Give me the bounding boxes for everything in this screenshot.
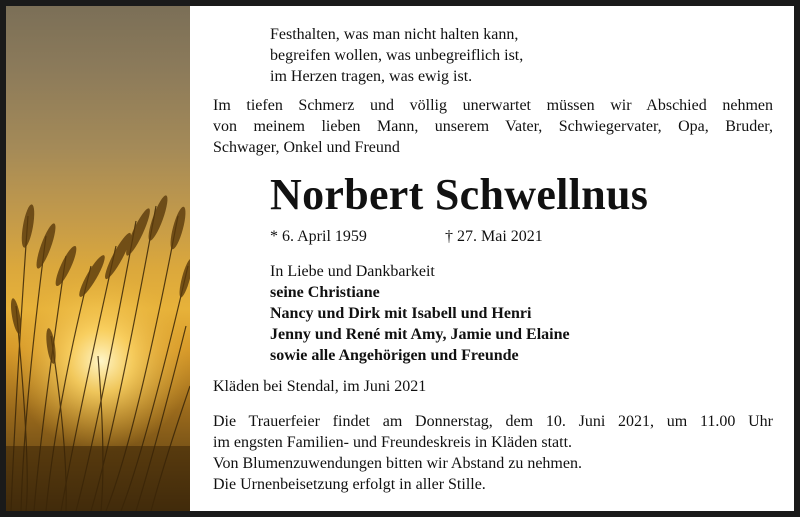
sunset-reeds-image <box>6 6 190 511</box>
mourner-line: Jenny und René mit Amy, Jamie und Elaine <box>270 326 570 343</box>
birth-date: * 6. April 1959 <box>270 228 367 245</box>
funeral-line: Von Blumenzuwendungen bitten wir Abstand zu nehmen. <box>213 455 582 472</box>
mourner-line: sowie alle Angehörigen und Freunde <box>270 347 519 364</box>
life-dates <box>270 228 543 246</box>
funeral-line: im engsten Familien- und Freundeskreis in Kläden statt. <box>213 434 573 451</box>
funeral-line: Die Urnenbeisetzung erfolgt in aller Stille. <box>213 476 486 493</box>
announcement-text <box>213 95 773 158</box>
verse-line: im Herzen tragen, was ewig ist. <box>270 68 473 85</box>
mourner-line: Nancy und Dirk mit Isabell und Henri <box>270 305 532 322</box>
reeds-illustration <box>6 6 190 511</box>
verse-line: Festhalten, was man nicht halten kann, <box>270 26 519 43</box>
mourner-line: seine Christiane <box>270 284 380 301</box>
announcement-line: Schwager, Onkel und Freund <box>213 139 400 156</box>
funeral-line: Die Trauerfeier findet am Donnerstag, dem 10. Juni 2021, um 11.00 Uhr <box>213 413 773 430</box>
announcement-line: Im tiefen Schmerz und völlig unerwartet müssen wir Abschied nehmen <box>213 97 773 114</box>
announcement-line: von meinem lieben Mann, unserem Vater, Schwiegervater, Opa, Bruder, <box>213 118 773 135</box>
memorial-verse <box>270 24 523 87</box>
deceased-name: Norbert Schwellnus <box>270 170 649 219</box>
obituary-text-panel <box>190 6 794 511</box>
death-date: † 27. Mai 2021 <box>445 228 543 245</box>
mourners-block <box>270 261 570 366</box>
mourners-lead: In Liebe und Dankbarkeit <box>270 263 435 280</box>
verse-line: begreifen wollen, was unbegreiflich ist, <box>270 47 524 64</box>
place-and-date: Kläden bei Stendal, im Juni 2021 <box>213 378 427 395</box>
funeral-notice <box>213 411 773 495</box>
